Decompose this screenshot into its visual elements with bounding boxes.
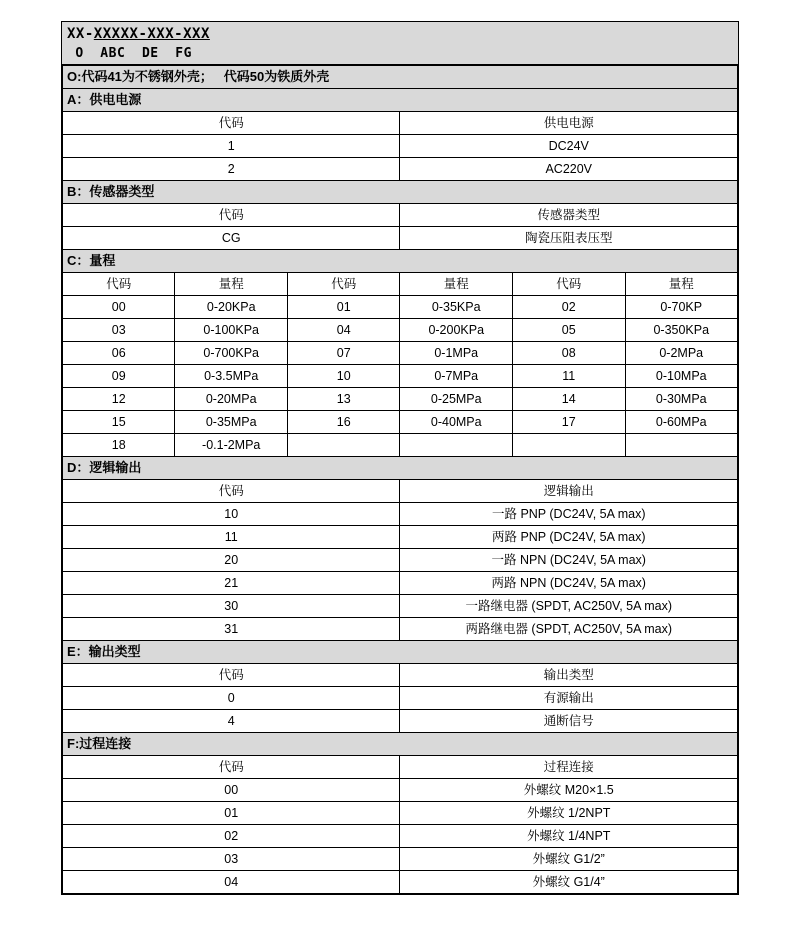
column-header: 输出类型: [400, 664, 738, 687]
code-cell: 07: [287, 342, 400, 365]
code-cell: 1: [63, 135, 400, 158]
value-cell: 两路 PNP (DC24V, 5A max): [400, 526, 738, 549]
code-cell: 31: [63, 618, 400, 641]
code-cell: 0: [63, 687, 400, 710]
table-header-row: [63, 664, 738, 687]
code-cell: [513, 434, 626, 457]
code-cell: CG: [63, 227, 400, 250]
section-bar-d: D：逻辑输出: [63, 457, 738, 480]
table-row: [63, 434, 738, 457]
section-bar-f: F:过程连接: [63, 733, 738, 756]
section-bar-c: C：量程: [63, 250, 738, 273]
table-row: [63, 503, 738, 526]
table-row: [63, 710, 738, 733]
value-cell: 一路 PNP (DC24V, 5A max): [400, 503, 738, 526]
table-header-row: [63, 480, 738, 503]
value-cell: AC220V: [400, 158, 738, 181]
value-cell: 外螺纹 G1/4”: [400, 871, 738, 894]
section-bar-row: [63, 250, 738, 273]
value-cell: 通断信号: [400, 710, 738, 733]
table-row: [63, 526, 738, 549]
column-header: 代码: [63, 112, 400, 135]
value-cell: 0-2MPa: [625, 342, 737, 365]
value-cell: DC24V: [400, 135, 738, 158]
table-row: [63, 572, 738, 595]
column-header: 传感器类型: [400, 204, 738, 227]
code-cell: 01: [63, 802, 400, 825]
section-bar-row: [63, 457, 738, 480]
code-cell: 11: [513, 365, 626, 388]
code-cell: 04: [63, 871, 400, 894]
table-row: [63, 135, 738, 158]
value-cell: 0-25MPa: [400, 388, 513, 411]
code-cell: 11: [63, 526, 400, 549]
value-cell: 外螺纹 M20×1.5: [400, 779, 738, 802]
column-header: 逻辑输出: [400, 480, 738, 503]
table-row: [63, 388, 738, 411]
code-cell: [287, 434, 400, 457]
column-header: 代码: [513, 273, 626, 296]
section-bar-a: A：供电电源: [63, 89, 738, 112]
column-header: 代码: [63, 664, 400, 687]
code-cell: 01: [287, 296, 400, 319]
section-bar-row: [63, 89, 738, 112]
code-cell: 02: [63, 825, 400, 848]
code-cell: 4: [63, 710, 400, 733]
code-cell: 08: [513, 342, 626, 365]
code-cell: 15: [63, 411, 175, 434]
code-cell: 30: [63, 595, 400, 618]
table-row: [63, 227, 738, 250]
table-row: [63, 825, 738, 848]
value-cell: 陶瓷压阻表压型: [400, 227, 738, 250]
table-row: [63, 365, 738, 388]
value-cell: 0-350KPa: [625, 319, 737, 342]
value-cell: 0-70KP: [625, 296, 737, 319]
value-cell: -0.1-2MPa: [175, 434, 288, 457]
table-header-row: [63, 204, 738, 227]
value-cell: 0-10MPa: [625, 365, 737, 388]
column-header: 量程: [175, 273, 288, 296]
table-header-row: [63, 756, 738, 779]
value-cell: 0-35MPa: [175, 411, 288, 434]
note-row: [63, 66, 738, 89]
code-cell: 04: [287, 319, 400, 342]
column-header: 代码: [63, 204, 400, 227]
code-cell: 21: [63, 572, 400, 595]
code-cell: 02: [513, 296, 626, 319]
value-cell: 两路 NPN (DC24V, 5A max): [400, 572, 738, 595]
code-cell: 14: [513, 388, 626, 411]
value-cell: 外螺纹 1/4NPT: [400, 825, 738, 848]
table-row: [63, 687, 738, 710]
table-row: [63, 549, 738, 572]
code-cell: 2: [63, 158, 400, 181]
section-bar-row: [63, 733, 738, 756]
code-cell: 12: [63, 388, 175, 411]
code-cell: 10: [63, 503, 400, 526]
table-row: [63, 802, 738, 825]
code-cell: 10: [287, 365, 400, 388]
column-header: 量程: [400, 273, 513, 296]
value-cell: 0-1MPa: [400, 342, 513, 365]
section-bar-row: [63, 181, 738, 204]
code-cell: 16: [287, 411, 400, 434]
column-header: 量程: [625, 273, 737, 296]
table-row: [63, 296, 738, 319]
ordering-guide-document: [61, 21, 739, 895]
code-cell: 00: [63, 779, 400, 802]
value-cell: 0-200KPa: [400, 319, 513, 342]
column-header: 代码: [63, 480, 400, 503]
value-cell: [400, 434, 513, 457]
table-row: [63, 411, 738, 434]
table-row: [63, 158, 738, 181]
table-row: [63, 871, 738, 894]
value-cell: 有源输出: [400, 687, 738, 710]
code-cell: 09: [63, 365, 175, 388]
table-row: [63, 319, 738, 342]
column-header: 代码: [63, 273, 175, 296]
value-cell: 0-3.5MPa: [175, 365, 288, 388]
code-cell: 18: [63, 434, 175, 457]
value-cell: 0-40MPa: [400, 411, 513, 434]
value-cell: 外螺纹 G1/2”: [400, 848, 738, 871]
value-cell: 0-30MPa: [625, 388, 737, 411]
column-header: 代码: [287, 273, 400, 296]
table-row: [63, 595, 738, 618]
code-cell: 13: [287, 388, 400, 411]
value-cell: 0-60MPa: [625, 411, 737, 434]
model-code-main: XXXXX-XXX-XXX: [93, 26, 210, 42]
code-cell: 17: [513, 411, 626, 434]
section-bar-e: E：输出类型: [63, 641, 738, 664]
code-cell: 20: [63, 549, 400, 572]
value-cell: 0-7MPa: [400, 365, 513, 388]
table-row: [63, 779, 738, 802]
code-cell: 06: [63, 342, 175, 365]
value-cell: 0-35KPa: [400, 296, 513, 319]
housing-note: O:代码41为不锈钢外壳； 代码50为铁质外壳: [63, 66, 738, 89]
code-cell: 03: [63, 319, 175, 342]
code-cell: 00: [63, 296, 175, 319]
value-cell: 一路 NPN (DC24V, 5A max): [400, 549, 738, 572]
value-cell: 外螺纹 1/2NPT: [400, 802, 738, 825]
code-cell: 03: [63, 848, 400, 871]
value-cell: 一路继电器 (SPDT, AC250V, 5A max): [400, 595, 738, 618]
value-cell: 0-20MPa: [175, 388, 288, 411]
model-code: [67, 26, 738, 42]
value-cell: 0-100KPa: [175, 319, 288, 342]
value-cell: [625, 434, 737, 457]
code-cell: 05: [513, 319, 626, 342]
section-bar-row: [63, 641, 738, 664]
column-header: 代码: [63, 756, 400, 779]
value-cell: 0-700KPa: [175, 342, 288, 365]
section-bar-b: B：传感器类型: [63, 181, 738, 204]
table-row: [63, 848, 738, 871]
table-header-row: [63, 112, 738, 135]
position-letters: O ABC DE FG: [67, 46, 192, 61]
table-row: [63, 342, 738, 365]
column-header: 供电电源: [400, 112, 738, 135]
value-cell: 两路继电器 (SPDT, AC250V, 5A max): [400, 618, 738, 641]
value-cell: 0-20KPa: [175, 296, 288, 319]
model-code-block: [62, 22, 738, 65]
table-header-row: [63, 273, 738, 296]
column-header: 过程连接: [400, 756, 738, 779]
ordering-code-table: [62, 65, 738, 894]
table-row: [63, 618, 738, 641]
model-code-prefix: XX-: [67, 26, 94, 42]
